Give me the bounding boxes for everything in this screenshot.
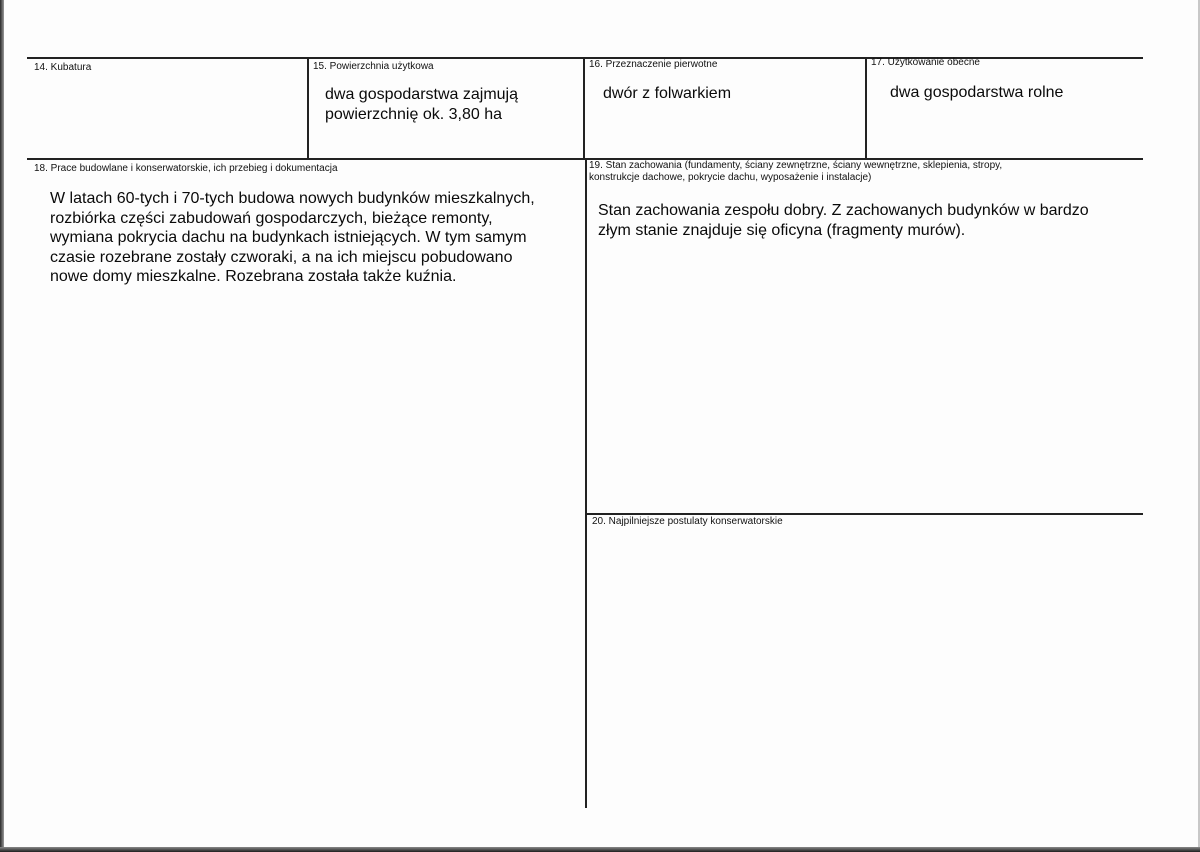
field18-value: W latach 60-tych i 70-tych budowa nowych budynków mieszkalnych, rozbiórka części zabudowań gospodarczych, bieżące remonty, wymiana pokrycia dachu na budynkach istniejących. W tym samym czasie rozebrane zostały czworaki, a na ich miejscu pobudowano nowe domy mieszkalne. Rozebrana została także kuźnia. [50,190,535,285]
field19-label: 19. Stan zachowania (fundamenty, ściany zewnętrzne, ściany wewnętrzne, sklepienia, stropy, konstrukcje dachowe, pokrycie dachu, wyposażenie i instalacje) [589,160,1003,183]
field15-label: 15. Powierzchnia użytkowa [313,61,434,72]
field15-value: dwa gospodarstwa zajmują powierzchnię ok. 3,80 ha [325,86,518,123]
divider-left-right [585,158,587,808]
scan-edge-left [0,0,4,852]
scan-edge-bottom [0,847,1200,852]
field14-label: 14. Kubatura [34,62,92,73]
field19-value: Stan zachowania zespołu dobry. Z zachowanych budynków w bardzo złym stanie znajduje się oficyna (fragmenty murów). [598,202,1089,239]
field16-label: 16. Przeznaczenie pierwotne [589,59,718,70]
divider-15-16 [583,57,585,159]
field17-value: dwa gospodarstwa rolne [890,84,1064,101]
field17-label: 17. Użytkowanie obecne [871,57,980,68]
divider-16-17 [865,57,867,159]
field16-value: dwór z folwarkiem [603,85,732,102]
field20-label: 20. Najpilniejsze postulaty konserwatorskie [592,516,783,527]
divider-14-15 [307,57,309,159]
field20-rule [585,513,1143,515]
field18-label: 18. Prace budowlane i konserwatorskie, ich przebieg i dokumentacja [34,163,338,174]
